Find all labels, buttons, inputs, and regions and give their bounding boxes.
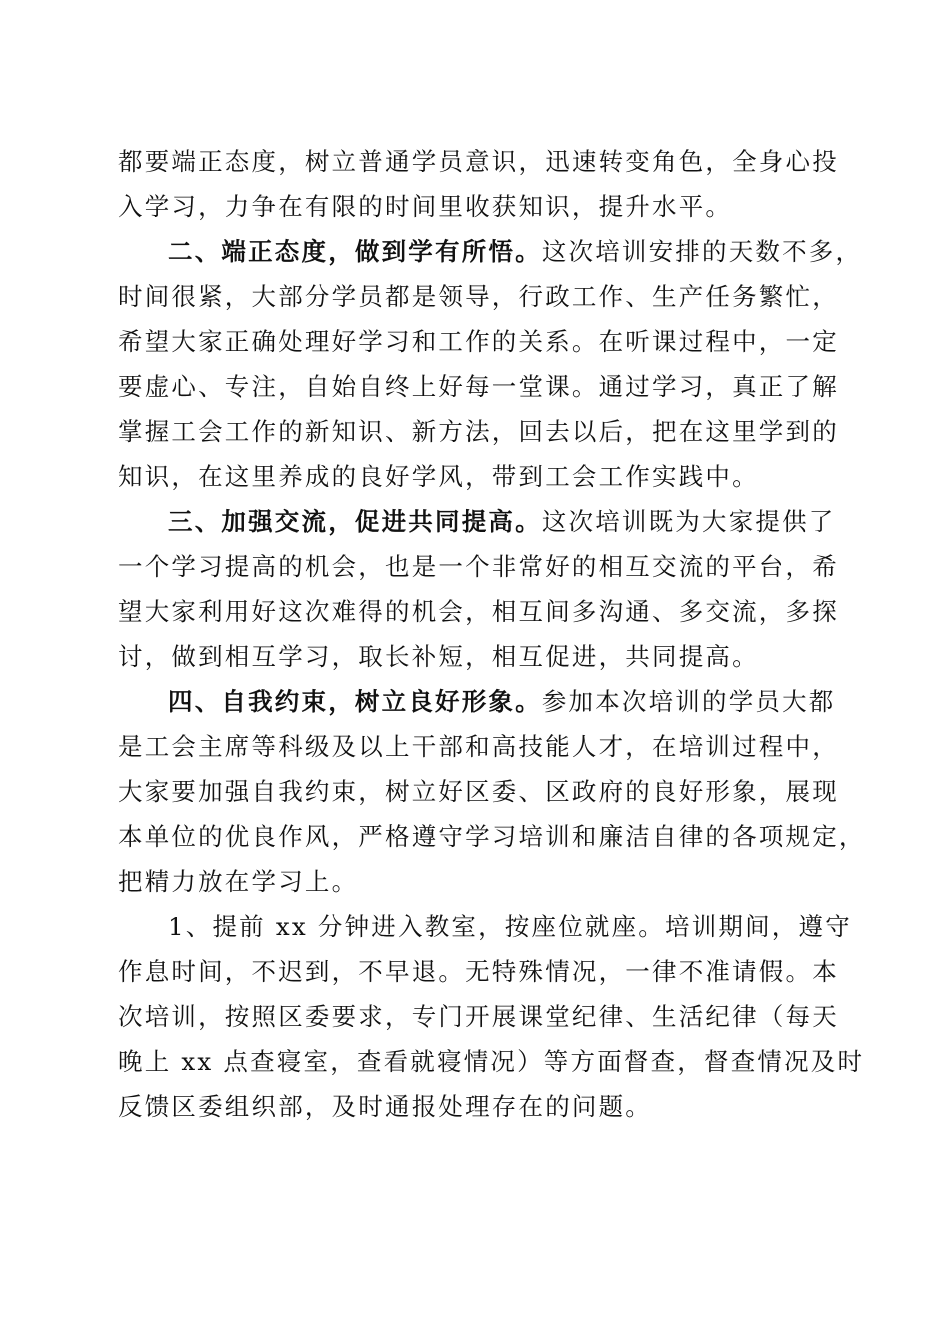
paragraph-line: 都要端正态度，树立普通学员意识，迅速转变角色，全身心投	[118, 147, 839, 176]
paragraph-line: 望大家利用好这次难得的机会，相互间多沟通、多交流，多探	[118, 597, 839, 626]
paragraph-line: 次培训，按照区委要求，专门开展课堂纪律、生活纪律（每天	[118, 1002, 839, 1031]
paragraph-line: 晚上 xx 点查寝室，查看就寝情况）等方面督查，督查情况及时	[118, 1047, 865, 1076]
paragraph-line: 本单位的优良作风，严格遵守学习培训和廉洁自律的各项规定，	[118, 822, 866, 851]
paragraph-line: 讨，做到相互学习，取长补短，相互促进，共同提高。	[118, 642, 759, 671]
paragraph-text: 参加本次培训的学员大都	[541, 687, 836, 716]
paragraph-line: 大家要加强自我约束，树立好区委、区政府的良好形象，展现	[118, 777, 839, 806]
paragraph-line: 作息时间，不迟到，不早退。无特殊情况，一律不准请假。本	[118, 957, 839, 986]
paragraph-first-line: 1、提前 xx 分钟进入教室，按座位就座。培训期间，遵守	[168, 912, 852, 941]
paragraph-line: 是工会主席等科级及以上干部和高技能人才，在培训过程中，	[118, 732, 839, 761]
paragraph-line: 把精力放在学习上。	[118, 867, 359, 896]
paragraph-line: 一个学习提高的机会，也是一个非常好的相互交流的平台，希	[118, 552, 839, 581]
paragraph-line: 反馈区委组织部，及时通报处理存在的问题。	[118, 1092, 652, 1121]
paragraph-text: 这次培训既为大家提供了	[541, 507, 836, 536]
paragraph-line: 时间很紧，大部分学员都是领导，行政工作、生产任务繁忙，	[118, 282, 839, 311]
paragraph-line: 掌握工会工作的新知识、新方法，回去以后，把在这里学到的	[118, 417, 839, 446]
paragraph-line: 要虚心、专注，自始自终上好每一堂课。通过学习，真正了解	[118, 372, 839, 401]
paragraph-text: 这次培训安排的天数不多，	[541, 237, 863, 266]
paragraph-line: 入学习，力争在有限的时间里收获知识，提升水平。	[118, 192, 733, 221]
section-heading: 四、自我约束，树立良好形象。	[168, 687, 542, 716]
section-heading: 二、端正态度，做到学有所悟。	[168, 237, 542, 266]
section-heading: 三、加强交流，促进共同提高。	[168, 507, 542, 536]
paragraph-first-line	[168, 500, 834, 544]
paragraph-first-line	[168, 680, 834, 724]
paragraph-line: 知识，在这里养成的良好学风，带到工会工作实践中。	[118, 462, 759, 491]
paragraph-first-line	[168, 230, 863, 274]
paragraph-line: 希望大家正确处理好学习和工作的关系。在听课过程中，一定	[118, 327, 839, 356]
